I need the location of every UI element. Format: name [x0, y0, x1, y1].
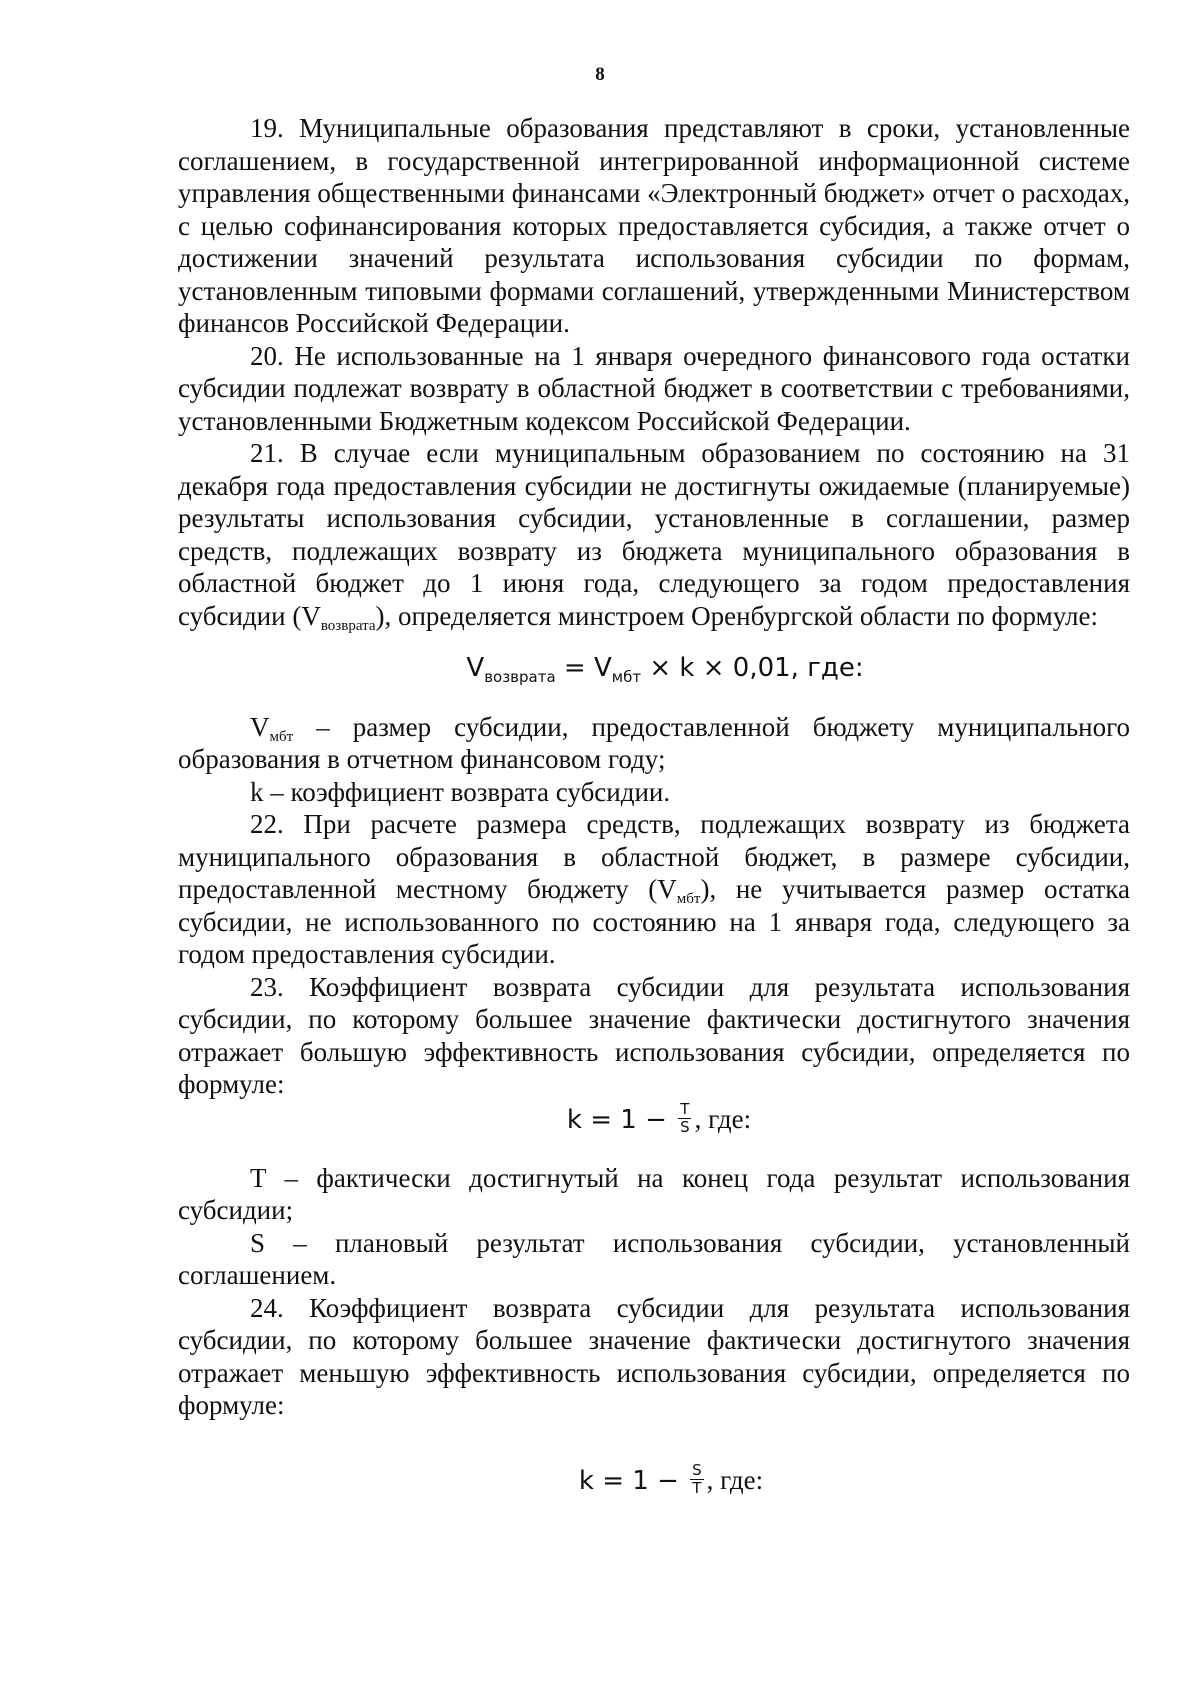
definition-t: T – фактически достигнутый на конец года результат использования субсидии;: [178, 1162, 1130, 1225]
formula-k-s-over-t: k = 1 − $\frac{S}{T}$ , где:: [578, 1460, 764, 1497]
formula-k-t-over-s: k = 1 − $\frac{T}{S}$ , где:: [566, 1099, 752, 1136]
paragraph-21: [178, 437, 1130, 632]
definition-v-mbt: $V_{мбт}$ – размер субсидии, предоставленной бюджету муниципального образования в отчетном финансовом году;: [178, 711, 1130, 774]
formula-rest: × k × 0,01, где:: [641, 653, 864, 683]
fraction-t-over-s: [678, 1101, 692, 1136]
fraction-numerator: S: [692, 1460, 702, 1479]
page-number: 8: [595, 64, 605, 85]
document-body: [178, 112, 1130, 1499]
paragraph-22: 22. При расчете размера средств, подлежащих возврату из бюджета муниципального образования в областной бюджет, в размере субсидии, предоставленной местному бюджету $(V_{мбт})$, не учитывается размер остатка субсидии, не использованного по состоянию на 1 января года, следующего за годом предоставления субсидии.: [178, 809, 1131, 969]
fraction-numerator: T: [680, 1099, 690, 1118]
fraction-s-over-t: [690, 1462, 704, 1497]
definition-s: S – плановый результат использования субсидии, установленный соглашением.: [178, 1227, 1130, 1290]
paragraph-24: 24. Коэффициент возврата субсидии для результата использования субсидии, по которому большее значение фактически достигнутого значения отражает меньшую эффективность использования субсидии, определяется по формуле:: [178, 1292, 1130, 1420]
v-vozvrata-subscript: возврата: [320, 617, 376, 634]
paragraph-20: 20. Не использованные на 1 января очередного финансового года остатки субсидии подлежат возврату в областной бюджет в соответствии с требованиями, установленными Бюджетным кодексом Российской Федерации.: [178, 340, 1130, 436]
paragraph-21-text: 21. В случае если муниципальным образованием по состоянию на 31 декабря года предоставления субсидии не достигнуты ожидаемые (планируемые) результаты использования субсидии, установленные в соглашении, размер средств, подлежащих возврату из бюджета муниципального образования в областной бюджет до 1 июня года, следующего за годом предоставления субсидии (V: [178, 438, 1130, 631]
paragraph-23: 23. Коэффициент возврата субсидии для результата использования субсидии, по которому большее значение фактически достигнутого значения отражает большую эффективность использования субсидии, определяется по формуле:: [178, 971, 1130, 1099]
formula-mbt-subscript: мбт: [611, 668, 642, 686]
definition-k: k – коэффициент возврата субсидии.: [250, 776, 671, 807]
formula-v-subscript: возврата: [484, 668, 556, 686]
fraction-denominator: T: [692, 1478, 702, 1497]
fraction-denominator: S: [680, 1117, 690, 1136]
formula-v-vozvrata: $V_{возврата} = V_{мбт} \times k \times 0,01$, где:: [466, 653, 864, 686]
paragraph-21-text-end: ), определяется минстроем Оренбургской области по формуле:: [375, 600, 1098, 631]
paragraph-19: 19. Муниципальные образования представляют в сроки, установленные соглашением, в государственной интегрированной информационной системе управления общественными финансами «Электронный бюджет» отчет о расходах, с целью софинансирования которых предоставляется субсидия, а также отчет о достижении значений результата использования субсидии по формам, установленным типовыми формами соглашений, утвержденными Министерством финансов Российской Федерации.: [178, 113, 1130, 338]
